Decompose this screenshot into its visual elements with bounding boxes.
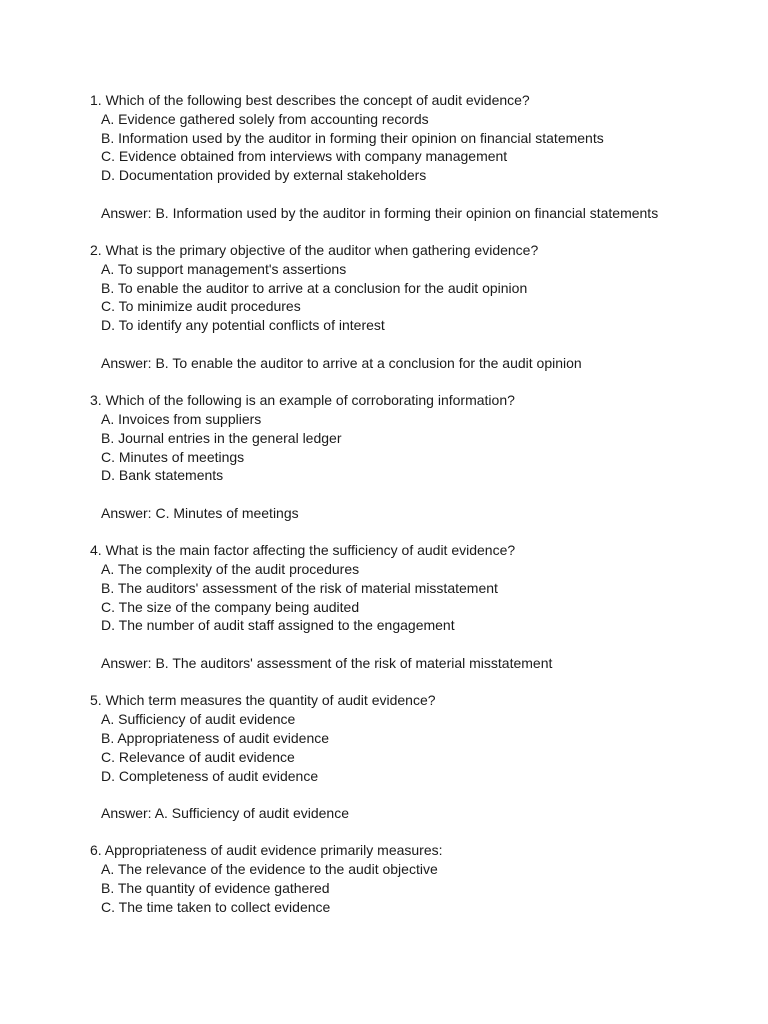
answer-text: Answer: C. Minutes of meetings bbox=[101, 504, 299, 521]
option-b: B. The quantity of evidence gathered bbox=[101, 879, 330, 896]
option-a: A. Sufficiency of audit evidence bbox=[101, 711, 296, 728]
option-c: C. The time taken to collect evidence bbox=[101, 898, 331, 915]
option-d: D. Bank statements bbox=[101, 467, 224, 484]
option-b: B. Journal entries in the general ledger bbox=[101, 429, 342, 446]
question-block bbox=[90, 391, 750, 523]
option-d: D. The number of audit staff assigned to the engagement bbox=[101, 617, 455, 634]
answer-text: Answer: B. Information used by the auditor in forming their opinion on financial statements bbox=[101, 204, 659, 221]
question-block bbox=[90, 691, 750, 823]
question-block bbox=[90, 841, 750, 916]
option-d: D. Documentation provided by external stakeholders bbox=[101, 167, 427, 184]
option-a: A. Invoices from suppliers bbox=[101, 410, 262, 427]
question-text: 3. Which of the following is an example of corroborating information? bbox=[90, 392, 515, 409]
option-c: C. The size of the company being audited bbox=[101, 598, 360, 615]
option-c: C. Minutes of meetings bbox=[101, 448, 245, 465]
option-d: D. To identify any potential conflicts of interest bbox=[101, 317, 385, 334]
option-c: C. Relevance of audit evidence bbox=[101, 748, 295, 765]
question-text: 4. What is the main factor affecting the sufficiency of audit evidence? bbox=[90, 542, 516, 559]
option-b: B. Appropriateness of audit evidence bbox=[101, 729, 330, 746]
question-text: 6. Appropriateness of audit evidence primarily measures: bbox=[90, 842, 443, 859]
question-text: 5. Which term measures the quantity of audit evidence? bbox=[90, 692, 436, 709]
question-text: 2. What is the primary objective of the auditor when gathering evidence? bbox=[90, 242, 539, 259]
answer-text: Answer: B. To enable the auditor to arrive at a conclusion for the audit opinion bbox=[101, 354, 582, 371]
option-c: C. To minimize audit procedures bbox=[101, 298, 301, 315]
option-a: A. To support management's assertions bbox=[101, 260, 347, 277]
option-a: A. The relevance of the evidence to the audit objective bbox=[101, 861, 438, 878]
option-b: B. Information used by the auditor in forming their opinion on financial statements bbox=[101, 129, 604, 146]
option-d: D. Completeness of audit evidence bbox=[101, 767, 319, 784]
answer-text: Answer: A. Sufficiency of audit evidence bbox=[101, 805, 349, 822]
answer-text: Answer: B. The auditors' assessment of the risk of material misstatement bbox=[101, 655, 553, 672]
option-c: C. Evidence obtained from interviews with company management bbox=[101, 148, 508, 165]
question-block bbox=[90, 241, 750, 373]
option-a: A. Evidence gathered solely from accounting records bbox=[101, 110, 429, 127]
question-block bbox=[90, 91, 750, 223]
document-body bbox=[90, 91, 750, 935]
option-b: B. The auditors' assessment of the risk of material misstatement bbox=[101, 579, 498, 596]
question-text: 1. Which of the following best describes the concept of audit evidence? bbox=[90, 92, 530, 108]
question-block bbox=[90, 541, 750, 673]
option-b: B. To enable the auditor to arrive at a conclusion for the audit opinion bbox=[101, 279, 528, 296]
option-a: A. The complexity of the audit procedures bbox=[101, 561, 360, 578]
